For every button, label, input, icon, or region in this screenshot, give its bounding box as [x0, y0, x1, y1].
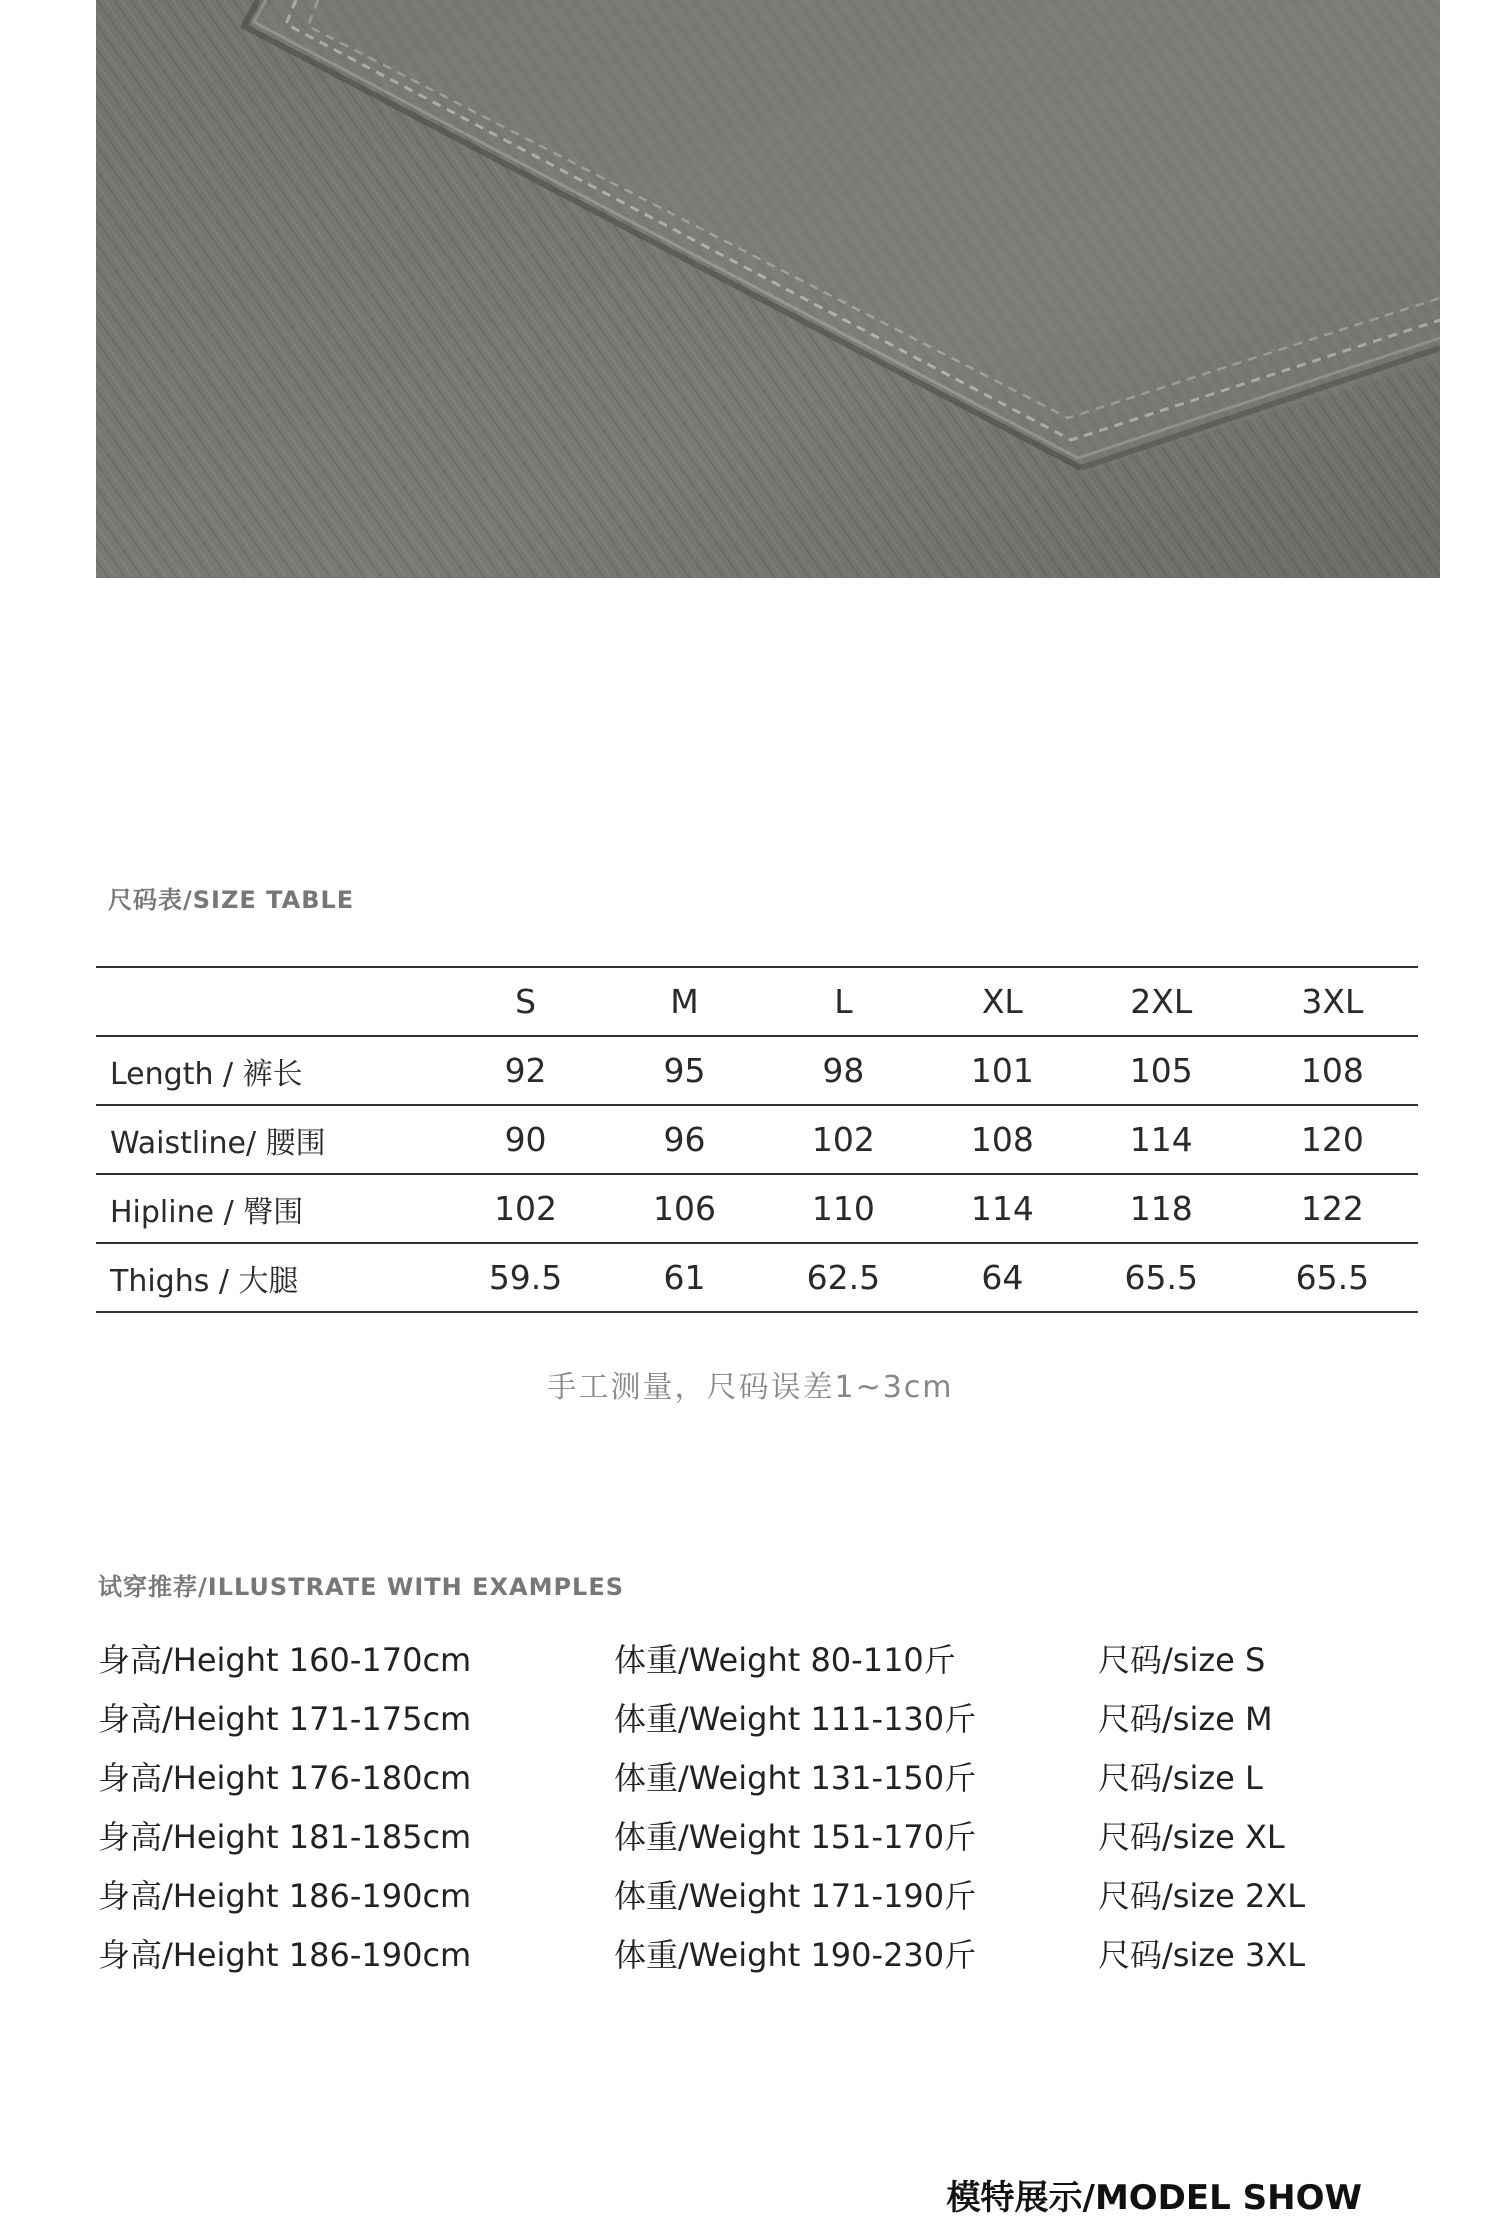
- measurement-value: 95: [663, 1051, 706, 1090]
- example-size: 尺码/size XL: [1098, 1817, 1285, 1856]
- list-item: [98, 1746, 1438, 1805]
- size-table: [96, 966, 1418, 1313]
- example-size: 尺码/size M: [1098, 1699, 1273, 1738]
- measurement-value: 62.5: [806, 1258, 881, 1297]
- size-column-header: S: [515, 982, 537, 1021]
- size-column-header: L: [834, 982, 853, 1021]
- example-weight: 体重/Weight 131-150斤: [614, 1758, 977, 1797]
- example-size: 尺码/size 3XL: [1098, 1935, 1306, 1974]
- measurement-label: Waistline/ 腰围: [110, 1125, 326, 1161]
- measurement-value: 59.5: [488, 1258, 563, 1297]
- example-weight: 体重/Weight 111-130斤: [614, 1699, 977, 1738]
- table-row: [96, 1036, 1418, 1105]
- example-weight: 体重/Weight 190-230斤: [614, 1935, 977, 1974]
- measurement-value: 61: [663, 1258, 706, 1297]
- example-size: 尺码/size L: [1098, 1758, 1263, 1797]
- examples-list: [98, 1628, 1438, 1982]
- measurement-value: 108: [1300, 1051, 1364, 1090]
- measurement-value: 118: [1129, 1189, 1193, 1228]
- measurement-value: 65.5: [1124, 1258, 1198, 1297]
- measurement-label: Thighs / 大腿: [110, 1263, 299, 1299]
- measurement-note: 手工测量，尺码误差1~3cm: [546, 1370, 954, 1405]
- list-item: [98, 1628, 1438, 1687]
- example-height: 身高/Height 186-190cm: [98, 1935, 472, 1974]
- size-column-header: 3XL: [1301, 982, 1364, 1021]
- size-table-title: 尺码表/SIZE TABLE: [108, 886, 355, 914]
- example-weight: 体重/Weight 80-110斤: [614, 1640, 956, 1679]
- measurement-value: 106: [652, 1189, 716, 1228]
- list-item: [98, 1805, 1438, 1864]
- measurement-value: 120: [1300, 1120, 1364, 1159]
- measurement-label: Hipline / 臀围: [110, 1194, 304, 1230]
- measurement-value: 92: [504, 1051, 547, 1090]
- measurement-value: 102: [811, 1120, 875, 1159]
- measurement-value: 102: [494, 1189, 558, 1228]
- model-show-heading: 模特展示/MODEL SHOW: [946, 2178, 1362, 2218]
- table-row: [96, 1105, 1418, 1174]
- example-weight: 体重/Weight 171-190斤: [614, 1876, 977, 1915]
- measurement-value: 90: [504, 1120, 547, 1159]
- measurement-value: 65.5: [1295, 1258, 1370, 1297]
- measurement-value: 98: [822, 1051, 865, 1090]
- examples-title: 试穿推荐/ILLUSTRATE WITH EXAMPLES: [98, 1573, 625, 1601]
- measurement-value: 114: [1129, 1120, 1193, 1159]
- measurement-value: 108: [970, 1120, 1034, 1159]
- example-height: 身高/Height 176-180cm: [98, 1758, 472, 1797]
- measurement-value: 101: [970, 1051, 1034, 1090]
- fabric-pocket-photo: [96, 0, 1440, 578]
- example-size: 尺码/size 2XL: [1098, 1876, 1306, 1915]
- list-item: [98, 1687, 1438, 1746]
- measurement-value: 105: [1129, 1051, 1193, 1090]
- measurement-value: 110: [811, 1189, 875, 1228]
- example-height: 身高/Height 171-175cm: [98, 1699, 472, 1738]
- size-table-corner: [96, 967, 440, 1036]
- example-height: 身高/Height 186-190cm: [98, 1876, 472, 1915]
- measurement-value: 114: [970, 1189, 1034, 1228]
- size-table-header-row: [96, 967, 1418, 1036]
- measurement-label: Length / 裤长: [110, 1056, 303, 1092]
- table-row: [96, 1174, 1418, 1243]
- table-row: [96, 1243, 1418, 1312]
- measurement-value: 122: [1300, 1189, 1364, 1228]
- example-size: 尺码/size S: [1098, 1640, 1266, 1679]
- measurement-value: 64: [981, 1258, 1024, 1297]
- list-item: [98, 1864, 1438, 1923]
- list-item: [98, 1923, 1438, 1982]
- size-column-header: 2XL: [1130, 982, 1193, 1021]
- measurement-value: 96: [663, 1120, 706, 1159]
- size-column-header: XL: [981, 982, 1023, 1021]
- example-height: 身高/Height 160-170cm: [98, 1640, 472, 1679]
- example-height: 身高/Height 181-185cm: [98, 1817, 472, 1856]
- example-weight: 体重/Weight 151-170斤: [614, 1817, 977, 1856]
- fabric-pocket-icon: [96, 0, 1440, 578]
- size-column-header: M: [670, 982, 699, 1021]
